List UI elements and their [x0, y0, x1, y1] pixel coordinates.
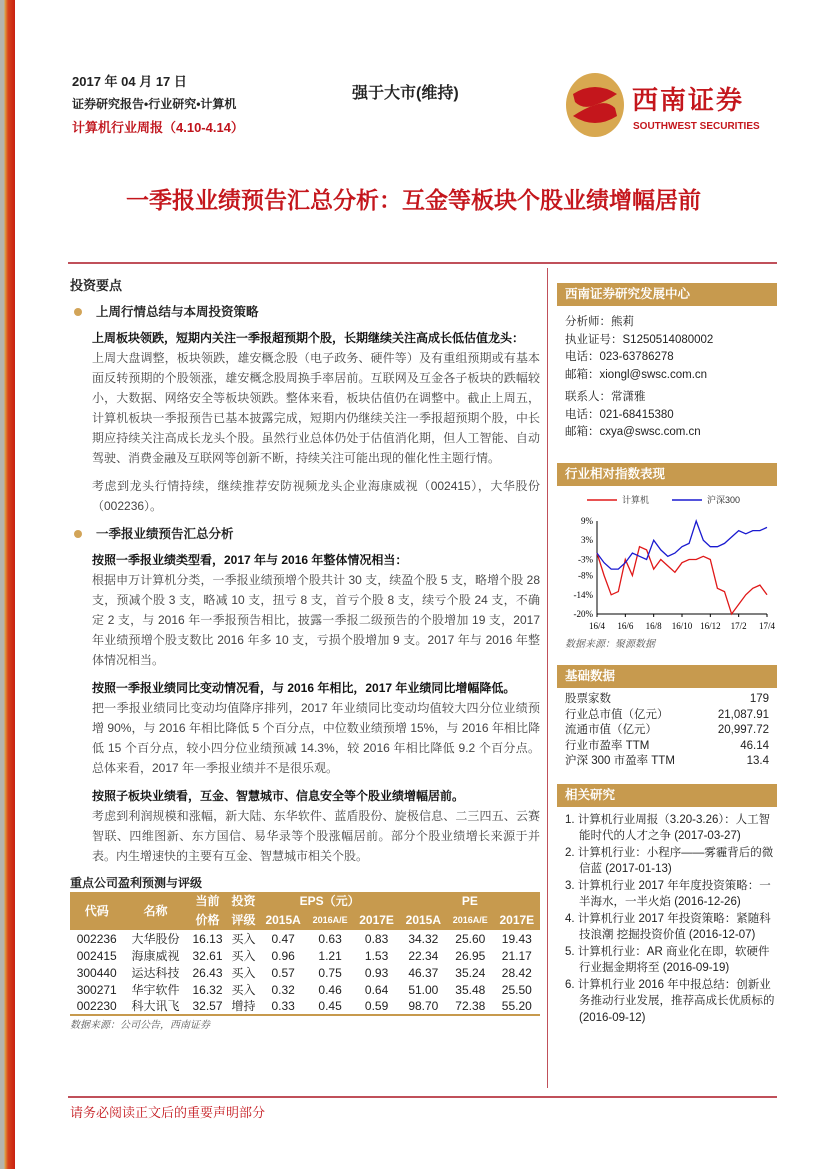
table-cell: 32.57 — [187, 998, 227, 1015]
table-cell: 1.53 — [364, 948, 389, 963]
col-rating-2: 评级 — [228, 911, 260, 930]
paragraph-body: 上周大盘调整，板块领跌，雄安概念股（电子政务、硬件等）及有重组预期或有基本面反转预期的个股领涨，雄安概念股周换手率居前。互联网及互金各子板块的跌幅较小，大数据、网络安全等板块领跌。整体来看，板块估值仍在调整中。截止上周五，计算机板块一季报预告已基本披露完成，短期内仍继续关注一季报超预期个股，中长期应持续关注高成长龙头个股。虽然行业总体仍处于估值消化期，但人工智能、自动驾驶、消费金融及互联网等创新不断，持续关注可能出现的催化性主题行情。 — [92, 351, 540, 465]
related-research-item[interactable]: 4. 计算机行业 2017 年投资策略：紧随科技浪潮 挖掘投资价值 (2016-12-07) — [565, 912, 771, 941]
basic-data-label: 沪深 300 市盈率 TTM — [565, 755, 675, 767]
col-price: 当前 — [187, 892, 227, 911]
basic-data-value: 46.14 — [740, 739, 769, 752]
sidebar — [557, 283, 777, 1026]
main-column — [70, 276, 540, 1032]
table-cell: 72.38 — [447, 998, 494, 1015]
table-cell: 0.46 — [318, 982, 342, 997]
email[interactable]: 邮箱：xiongl@swsc.com.cn — [565, 368, 708, 381]
table-cell: 16.32 — [192, 982, 223, 997]
table-row — [70, 964, 540, 981]
col-pe: PE — [400, 892, 540, 911]
paragraph-body: 考虑到利润规模和涨幅，新大陆、东华软件、蓝盾股份、旋极信息、二三四五、云赛智联、四维图新、东方国信、易华录等个股涨幅居前。部分个股业绩增长来源于并表。内生增速快的主要有互金、智慧城市相关个股。 — [92, 809, 540, 863]
bullet-icon — [74, 530, 82, 538]
report-date: 2017 年 04 月 17 日 — [72, 74, 187, 89]
table-cell: 32.61 — [192, 948, 223, 963]
table-cell: 0.96 — [271, 948, 295, 963]
table-cell: 买入 — [231, 931, 256, 946]
research-center-heading: 西南证券研究发展中心 — [557, 283, 777, 306]
table-cell: 002236 — [76, 931, 117, 946]
phone: 电话：023-63786278 — [565, 351, 674, 363]
table-cell: 21.17 — [501, 948, 532, 963]
table-cell: 0.93 — [364, 965, 389, 980]
table-cell: 科大讯飞 — [123, 998, 187, 1015]
y-tick-label: -3% — [578, 553, 593, 564]
table-cell: 0.75 — [318, 965, 342, 980]
table-cell: 25.60 — [455, 931, 486, 946]
paragraph-lead: 按照一季报业绩同比变动情况看，与 2016 年相比，2017 年业绩同比增幅降低。 — [92, 681, 516, 695]
paragraph — [70, 678, 540, 778]
forecast-table — [70, 892, 540, 1016]
paragraph — [70, 550, 540, 670]
table-cell: 35.24 — [455, 965, 486, 980]
col-name: 名称 — [123, 892, 187, 930]
x-tick-label: 16/4 — [588, 620, 606, 631]
col-year: 2015A — [260, 911, 307, 930]
table-cell: 0.63 — [318, 931, 342, 946]
basic-data-label: 流通市值（亿元） — [565, 724, 657, 736]
legend-label: 沪深300 — [707, 494, 741, 505]
chart-heading: 行业相对指数表现 — [557, 463, 777, 486]
y-tick-label: 3% — [581, 534, 593, 545]
table-row — [70, 930, 540, 947]
table-cell: 35.48 — [455, 982, 486, 997]
divider — [68, 262, 777, 264]
col-price-2: 价格 — [187, 911, 227, 930]
basic-data-row — [557, 754, 777, 770]
related-research-heading: 相关研究 — [557, 784, 777, 807]
col-code: 代码 — [70, 892, 123, 930]
table-row — [70, 947, 540, 964]
logo-english-name: SOUTHWEST SECURITIES — [633, 121, 760, 132]
table-cell: 300271 — [76, 982, 117, 997]
contact: 联系人：常潇雅 — [565, 391, 646, 403]
paragraph — [70, 786, 540, 866]
x-tick-label: 16/10 — [671, 620, 693, 631]
footer-disclaimer: 请务必阅读正文后的重要声明部分 — [70, 1105, 266, 1120]
basic-data-label: 行业市盈率 TTM — [565, 739, 650, 752]
bullet-text: 一季报业绩预告汇总分析 — [96, 527, 234, 541]
table-cell: 增持 — [228, 998, 260, 1015]
basic-data-row — [557, 723, 777, 739]
bullet-text: 上周行情总结与本周投资策略 — [96, 305, 259, 319]
legend-label: 计算机 — [622, 494, 650, 505]
table-cell: 运达科技 — [131, 965, 180, 980]
paragraph: 考虑到龙头行情持续，继续推荐安防视频龙头企业海康威视（002415），大华股份（002236）。 — [92, 479, 540, 513]
table-cell: 002415 — [76, 948, 117, 963]
col-year: 2017E — [494, 911, 540, 930]
basic-data-heading: 基础数据 — [557, 665, 777, 688]
basic-data-value: 179 — [749, 693, 769, 705]
table-cell: 002230 — [70, 998, 123, 1015]
basic-data-value: 20,997.72 — [717, 724, 769, 736]
footer-divider — [68, 1096, 777, 1098]
x-tick-label: 16/8 — [645, 620, 662, 631]
basic-data-value: 21,087.91 — [717, 708, 769, 721]
table-cell: 19.43 — [501, 931, 532, 946]
series-line-1 — [597, 521, 767, 569]
table-cell: 0.57 — [271, 965, 295, 980]
bullet-icon — [74, 308, 82, 316]
bullet-heading — [70, 524, 540, 544]
y-tick-label: -8% — [578, 570, 593, 581]
table-cell: 0.32 — [271, 982, 295, 997]
basic-data-label: 股票家数 — [565, 693, 611, 705]
related-research-item[interactable]: 6. 计算机行业 2016 年中报总结：创新业务推动行业发展，推荐高成长优质标的 (2016-09-12) — [565, 978, 775, 1024]
table-cell: 25.50 — [501, 982, 532, 997]
y-tick-label: -14% — [573, 589, 593, 600]
paragraph-lead: 按照一季报业绩类型看，2017 年与 2016 年整体情况相当： — [92, 553, 408, 567]
table-cell: 98.70 — [400, 998, 447, 1015]
table-cell: 0.45 — [307, 998, 354, 1015]
paragraph-lead: 按照子板块业绩看，互金、智慧城市、信息安全等个股业绩增幅居前。 — [92, 789, 465, 803]
industry-rating: 强于大市(维持) — [352, 85, 459, 102]
x-tick-label: 16/6 — [617, 620, 634, 631]
basic-data-row — [557, 692, 777, 708]
table-row — [70, 981, 540, 998]
col-year: 2017E — [353, 911, 399, 930]
col-eps: EPS（元） — [260, 892, 400, 911]
paragraph-body: 根据申万计算机分类，一季报业绩预增个股共计 30 支，续盈个股 5 支，略增个股 28 支，预减个股 3 支，略减 10 支，扭亏 8 支，首亏个股 8 支，续亏个股 24 支，不确定 2 支，与 2016 年一季报预告相比，披露一季报二级预告的个股增加 19 支，2017 年业绩预增个股支数比 2016 年多 10 支，亏损个股增加 9 支。2017 年与 2016 年整体情况相当。 — [92, 573, 540, 667]
basic-data-list — [557, 688, 777, 770]
related-research-item[interactable]: 2. 计算机行业：小程序——雾霾背后的微信蓝 (2017-01-13) — [565, 846, 774, 875]
y-tick-label: -20% — [573, 608, 593, 619]
table-cell: 0.47 — [271, 931, 295, 946]
table-title: 重点公司盈利预测与评级 — [70, 876, 203, 890]
table-row — [70, 998, 540, 1015]
series-line-0 — [597, 546, 767, 613]
table-cell: 华宇软件 — [131, 982, 180, 997]
table-cell: 16.13 — [192, 931, 223, 946]
table-cell: 300440 — [76, 965, 117, 980]
col-year: 2015A — [400, 911, 447, 930]
report-series: 计算机行业周报（4.10-4.14） — [72, 120, 244, 135]
table-cell: 海康威视 — [131, 948, 180, 963]
paragraph-body: 把一季报业绩同比变动均值降序排列，2017 年业绩同比变动均值较大四分位业绩预增 90%，与 2016 年相比降低 5 个百分点，中位数业绩预增 15%，与 2016 年相比降低 15 个百分点，较小四分位业绩预减 14.3%，较 2016 年相比降低 9.2 个百分点。总体来看，2017 年一季报业绩并不是很乐观。 — [92, 701, 540, 775]
table-cell: 46.37 — [408, 965, 439, 980]
table-cell: 1.21 — [318, 948, 342, 963]
y-tick-label: 9% — [581, 515, 593, 526]
x-tick-label: 16/12 — [700, 620, 721, 631]
x-tick-label: 17/2 — [730, 620, 747, 631]
email[interactable]: 邮箱：cxya@swsc.com.cn — [565, 426, 701, 438]
table-source: 数据来源：公司公告，西南证券 — [70, 1020, 210, 1031]
table-cell: 0.59 — [353, 998, 399, 1015]
related-research-list — [557, 807, 777, 1027]
relative-index-chart — [557, 486, 777, 636]
basic-data-value: 13.4 — [746, 755, 769, 767]
col-year: 2016A/E — [307, 911, 354, 930]
bullet-heading — [70, 302, 540, 322]
table-cell: 0.33 — [260, 998, 307, 1015]
license: 执业证号：S1250514080002 — [565, 333, 714, 346]
related-research-item[interactable]: 3. 计算机行业 2017 年年度投资策略：一半海水，一半火焰 (2016-12-26) — [565, 879, 771, 908]
table-cell: 28.42 — [501, 965, 532, 980]
column-divider — [547, 268, 548, 1088]
chart-source: 数据来源：聚源数据 — [565, 638, 655, 650]
table-cell: 55.20 — [494, 998, 540, 1015]
table-cell: 买入 — [231, 948, 256, 963]
table-cell: 0.64 — [364, 982, 389, 997]
basic-data-row — [557, 708, 777, 724]
analyst: 分析师：熊莉 — [565, 316, 634, 328]
table-cell: 34.32 — [408, 931, 439, 946]
company-logo-icon — [565, 72, 625, 138]
related-research-item[interactable]: 1. 计算机行业周报（3.20-3.26）：人工智能时代的人才之争 (2017-03-27) — [565, 813, 771, 842]
x-tick-label: 17/4 — [758, 620, 776, 631]
basic-data-row — [557, 739, 777, 755]
report-type: 证券研究报告•行业研究•计算机 — [72, 97, 237, 111]
col-year: 2016A/E — [447, 911, 494, 930]
paragraph — [70, 328, 540, 468]
table-cell: 51.00 — [408, 982, 439, 997]
related-research-item[interactable]: 5. 计算机行业：AR 商业化在即，软硬件行业掘金期将至 (2016-09-19) — [565, 945, 770, 974]
report-title: 一季报业绩预告汇总分析：互金等板块个股业绩增幅居前 — [126, 187, 701, 214]
table-cell: 买入 — [231, 982, 256, 997]
basic-data-label: 行业总市值（亿元） — [565, 708, 669, 721]
table-cell: 22.34 — [408, 948, 439, 963]
section-heading: 投资要点 — [70, 278, 123, 293]
table-cell: 26.43 — [192, 965, 223, 980]
table-cell: 26.95 — [455, 948, 486, 963]
paragraph-lead: 上周板块领跌，短期内关注一季报超预期个股，长期继续关注高成长低估值龙头： — [92, 331, 525, 345]
left-edge-bar — [0, 0, 15, 1169]
logo-chinese-name: 西南证券 — [632, 86, 745, 116]
table-cell: 大华股份 — [131, 931, 180, 946]
table-cell: 买入 — [231, 965, 256, 980]
phone: 电话：021-68415380 — [565, 408, 674, 421]
table-cell: 0.83 — [364, 931, 389, 946]
col-rating: 投资 — [228, 892, 260, 911]
